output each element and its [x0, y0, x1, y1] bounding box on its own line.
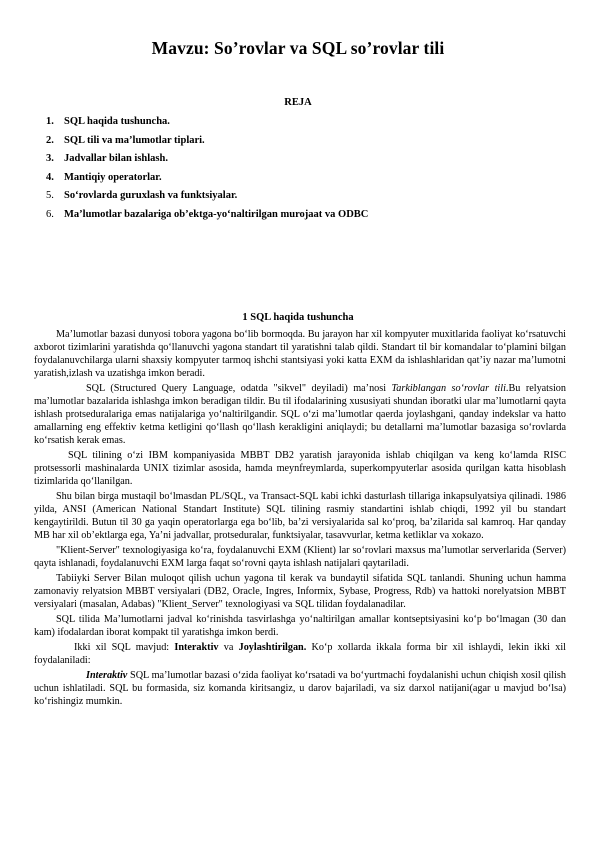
paragraph: Tabiiyki Server Bilan muloqot qilish uchun yagona til kerak va bundaytil sifatida SQL tanlandi. Shuning uchun hamma zamonaviy relyatsion MBBT versiyalari (DB2, Oracle, Ingres, Informix, Sybase, Progress, Rdb) va hattoki norelyatsion MBBT versiyalari (masalan, Adabas) "Klient_Server" texnologiyasi va SQL tilidan foydalanadilar.: [34, 573, 566, 610]
plan-item-text: Ma’lumotlar bazalariga ob’ektga-yo‘naltirilgan murojaat va ODBC: [64, 208, 369, 220]
plan-item-number: 3.: [46, 153, 54, 165]
plan-item: [46, 187, 368, 206]
plan-item-number: 5.: [46, 190, 54, 202]
plan-item-number: 6.: [46, 208, 54, 220]
section-heading: 1 SQL haqida tushuncha: [242, 312, 354, 323]
plan-item: [46, 150, 368, 169]
plan-heading: REJA: [284, 97, 312, 108]
section-body: [34, 328, 566, 710]
paragraph-text: SQL ma’lumotlar bazasi o‘zida faoliyat ko‘rsatadi va bo‘yurtmachi foydalanishi uchun chiqish xosil qilish uchun ishlatiladi. SQL bu formasida, siz komanda kiritsangiz, u darov bajariladi, va siz darxol natijani(agar u mavjud bo‘lsa) ko‘rishingiz mumkin.: [34, 670, 566, 707]
document-title: Mavzu: So’rovlar va SQL so’rovlar tili: [151, 38, 445, 58]
plan-item-text: Mantiqiy operatorlar.: [64, 171, 162, 183]
plan-item-number: 1.: [46, 116, 54, 127]
paragraph-text: Ko‘p xollarda ikkala forma bir xil ishlaydi, lekin ikki xil foydalaniladi:: [34, 642, 566, 666]
plan-item-text: SQL haqida tushuncha.: [64, 116, 170, 127]
plan-item: [46, 206, 368, 225]
paragraph-text: SQL (Structured Query Language, odatda "sikvel" deyiladi) ma’nosi: [86, 383, 392, 394]
bold-term: Joylashtirilgan.: [238, 642, 307, 653]
paragraph: SQL tilining o‘zi IBM kompaniyasida MBBT DB2 yaratish jarayonida ishlab chiqilgan va keng ko‘lamda RISC protsessorli mashinalarda UNIX tizimlar asosida, hamda meynfreymlarda, superkompyuterlar asosida qurilgan katta hisoblash tizimlarida qo‘llanilgan.: [34, 450, 566, 487]
plan-item: [46, 113, 368, 132]
plan-item-text: SQL tili va ma’lumotlar tiplari.: [64, 134, 205, 146]
plan-item-text: So‘rovlarda guruxlash va funktsiyalar.: [64, 190, 238, 202]
plan-item: [46, 169, 368, 188]
paragraph: [34, 641, 566, 667]
plan-list: [46, 113, 368, 225]
paragraph-text: Ikki xil SQL mavjud:: [74, 642, 175, 653]
plan-item-text: Jadvallar bilan ishlash.: [64, 153, 168, 165]
bold-term: Interaktiv: [174, 642, 219, 653]
paragraph: Ma’lumotlar bazasi dunyosi tobora yagona bo‘lib bormoqda. Bu jarayon har xil kompyuter muxitlarida faoliyat ko‘rsatuvchi axborot tizimlarini yaratishda qo‘llanuvchi yagona standart til yaratishni talab qildi. Standart til bir komandalar to‘plamini bilgan foydalanuvchilarga ularni shaxsiy kompyuter tarmoq ishchi stantsiyasi yoki katta EXM da ishlashlaridan qat’iy nazar ma’lumotni yaratish,izlash va uzatishga imkon beradi.: [34, 329, 566, 379]
plan-item-number: 2.: [46, 134, 54, 146]
plan-item-number: 4.: [46, 171, 54, 183]
plan-item: [46, 132, 368, 151]
paragraph: [34, 382, 566, 447]
paragraph-text: va: [218, 642, 239, 653]
paragraph: "Klient-Server" texnologiyasiga ko‘ra, foydalanuvchi EXM (Klient) lar so‘rovlari maxsus ma’lumotlar serverlarida (Server) qayta ishlanadi, foydalanuvchi EXM larga faqat so‘rovni qayta ishlash natijalari qaytariladi.: [34, 545, 566, 569]
paragraph: [34, 669, 566, 708]
paragraph: SQL tilida Ma’lumotlarni jadval ko‘rinishda tasvirlashga yo‘naltirilgan amallar kontseptsiyasini ko‘p bo‘lmagan (30 dan kam) ifodalardan iborat kompakt til yaratishga imkon berdi.: [34, 614, 566, 638]
emphasis-text: Tarkiblangan so‘rovlar tili: [391, 383, 506, 394]
paragraph: Shu bilan birga mustaqil bo‘lmasdan PL/SQL, va Transact-SQL kabi ichki dasturlash tillariga inkapsulyatsiya qilinadi. 1986 yilda, ANSI (American National Standart Institute) SQL tilining rasmiy standartini ishlab chiqdi, 1992 yil bu standart kengaytirildi. Butun til 30 ga yaqin operatorlarga ega bo‘lib, ba’zi versiyalarida sal ko‘proq, ba’zilarida sal kamroq. Har qanday MB har xil ob’ektlarga ega, Ya’ni jadvallar, protseduralar, funktsiyalar, tasavvurlar, ketma ketliklar va xokazo.: [34, 491, 566, 541]
bold-italic-term: Interaktiv: [86, 670, 128, 681]
paragraph-text: .Bu relyatsion ma’lumotlar bazalarida ishlashga imkon beradigan tildir. Bu til ifodalarining xususiyati shundan iboratki ular ma’lumotlarni qayta ishlash protseduralariga emas natijalariga yo‘naltirilgandir. SQL o‘zi ma’lumotlar qaerda joylashgani, qanday indekslar va hatto amallarning eng effektiv ketma ketligini qo‘llash qo‘llash kerakligini aniqlaydi; bu detallarni ma’lumotlar bazasiga so‘rovlarda ko‘rsatish kerak emas.: [34, 383, 566, 446]
